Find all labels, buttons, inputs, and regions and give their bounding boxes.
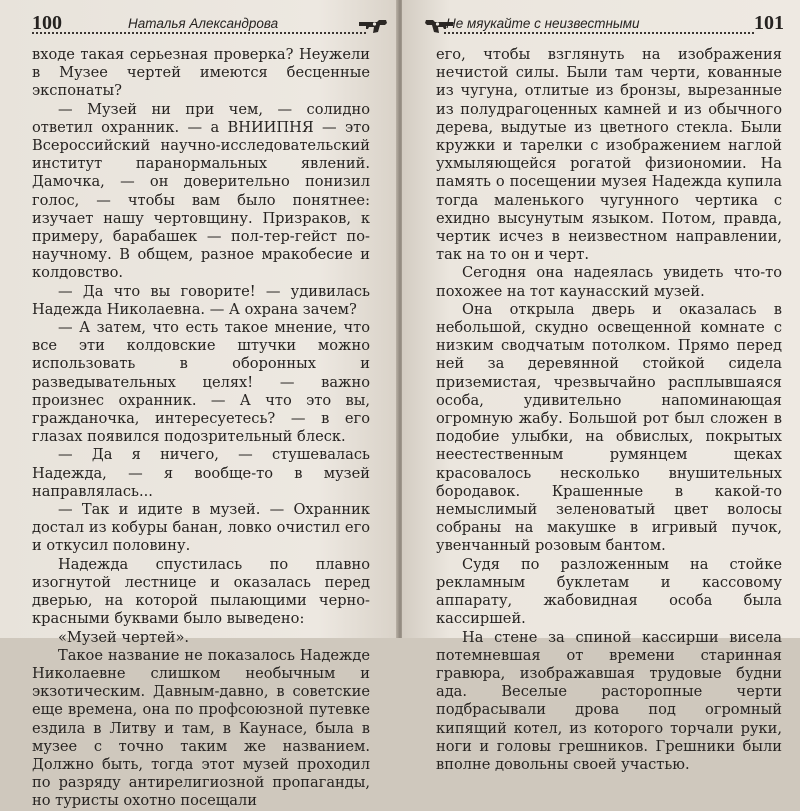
paragraph: «Музей чертей». xyxy=(58,628,190,646)
left-page xyxy=(0,0,398,810)
paragraph: — Так и идите в музей. — Охранник достал из кобуры банан, ловко очистил его и откусил половину. xyxy=(32,501,370,555)
header-dotted-rule xyxy=(32,32,366,34)
paragraph: Такое название не показалось Надежде Николаевне слишком необычным и экзотическим. Давным-давно, в советские еще времена, она по профсоюзной путевке ездила в Литву и там, в Каунасе, была в музее с точно таким же названием. Должно быть, тогда этот музей проходил по разряду антирелигиозной пропаганды, но туристы охотно посещали xyxy=(32,646,370,810)
left-page-number: 100 xyxy=(32,12,62,34)
paragraph: — Да что вы говорите! — удивилась Надежда Николаевна. — А охрана зачем? xyxy=(32,282,370,318)
right-page-header xyxy=(424,12,784,36)
paragraph: входе такая серьезная проверка? Неужели в Музее чертей имеются бесценные экспонаты? xyxy=(32,46,370,100)
paragraph: его, чтобы взглянуть на изображения нечистой силы. Были там черти, кованные из чугуна, отлитые из бронзы, вырезанные из полудрагоценных камней и из обычного дерева, выдутые из цветного стекла. Были кружки и тарелки с изображением наглой ухмыляющейся рогатой физиономии. На память о посещении музея Надежда купила тогда маленького чугунного чертика с ехидно высунутым языком. Потом, правда, чертик исчез в неизвестном направлении, так на то он и черт. xyxy=(436,46,782,264)
right-page-number: 101 xyxy=(754,12,784,34)
paragraph: Сегодня она надеялась увидеть что-то похожее на тот каунасский музей. xyxy=(436,264,782,300)
paragraph: Судя по разложенным на стойке рекламным буклетам и кассовому аппарату, жабовидная особа была кассиршей. xyxy=(436,555,782,628)
right-page xyxy=(402,0,800,773)
header-dotted-rule xyxy=(444,32,754,34)
right-running-head: Не мяукайте с неизвестными xyxy=(446,16,640,31)
left-page-header xyxy=(32,12,380,36)
paragraph: Она открыла дверь и оказалась в небольшой, скудно освещенной комнате с низким сводчатым потолком. Прямо перед ней за деревянной стойкой сидела приземистая, чрезвычайно расплывшаяся особа, удивительно напоминающая огромную жабу. Большой рот был сложен в подобие улыбки, на обвислых, покрытых неестественным румянцем щеках красовалось несколько внушительных бородавок. Крашенные в какой-то немыслимый зеленоватый цвет волосы собраны на макушке в игривый пучок, увенчанный розовым бантом. xyxy=(436,300,782,555)
revolver-icon xyxy=(358,17,388,35)
paragraph: — Музей ни при чем, — солидно ответил охранник. — а ВНИИПНЯ — это Всероссийский научно-исследовательский институт паранормальных явлений. Дамочка, — он доверительно понизил голос, — чтобы вам было понятнее: изучает нашу чертовщину. Призраков, к примеру, барабашек — пол-тер-гейст по-научному. В общем, разное мракобесие и колдовство. xyxy=(32,100,370,282)
paragraph: — А затем, что есть такое мнение, что все эти колдовские штучки можно использовать в оборонных и разведывательных целях! — важно произнес охранник. — А что это вы, гражданочка, интересуетесь? — в его глазах появился подозрительный блеск. xyxy=(32,319,370,446)
paragraph: На стене за спиной кассирши висела потемневшая от времени старинная гравюра, изображавшая трудовые будни ада. Веселые расторопные черти подбрасывали дрова под огромный кипящий котел, из которого торчали руки, ноги и головы грешников. Грешники были вполне довольны своей участью. xyxy=(436,628,782,773)
left-running-head: Наталья Александрова xyxy=(128,16,279,31)
paragraph: — Да я ничего, — стушевалась Надежда, — я вообще-то в музей направлялась... xyxy=(32,446,370,500)
right-body-text xyxy=(436,46,782,774)
paragraph: Надежда спустилась по плавно изогнутой лестнице и оказалась перед дверью, на которой пылающими черно-красными буквами было выведено: xyxy=(32,555,370,628)
left-body-text xyxy=(32,46,370,811)
